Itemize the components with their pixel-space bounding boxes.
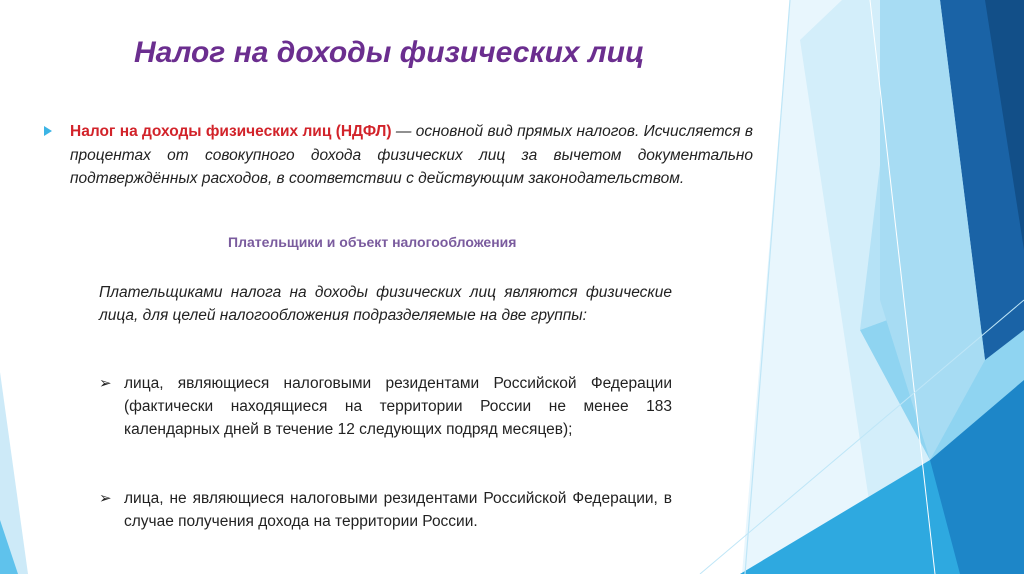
intro-text: — основной вид прямых налогов. Исчисляется в процентах от совокупного дохода физических лиц за вычетом документально подтверждённых расходов, в соответствии с действующим законодательством. bbox=[70, 123, 753, 187]
triangle-bullet-icon bbox=[44, 126, 52, 136]
arrow-bullet-icon: ➢ bbox=[99, 375, 112, 392]
intro-paragraph bbox=[70, 120, 753, 191]
payers-paragraph: Плательщиками налога на доходы физических лиц являются физические лица, для целей налогообложения подразделяемые на две группы: bbox=[99, 284, 672, 324]
list-item-text: лица, являющиеся налоговыми резидентами Российской Федерации (фактически находящиеся на территории России не менее 183 календарных дней в течение 12 следующих подряд месяцев); bbox=[124, 375, 672, 438]
section-subtitle: Плательщики и объект налогообложения bbox=[228, 234, 517, 250]
list-item bbox=[99, 487, 672, 533]
list-item bbox=[99, 372, 672, 441]
slide-title: Налог на доходы физических лиц bbox=[134, 36, 645, 69]
list-item-text: лица, не являющиеся налоговыми резидентами Российской Федерации, в случае получения дохода на территории России. bbox=[124, 490, 672, 530]
arrow-bullet-icon: ➢ bbox=[99, 490, 112, 507]
intro-term: Налог на доходы физических лиц (НДФЛ) bbox=[70, 123, 392, 140]
